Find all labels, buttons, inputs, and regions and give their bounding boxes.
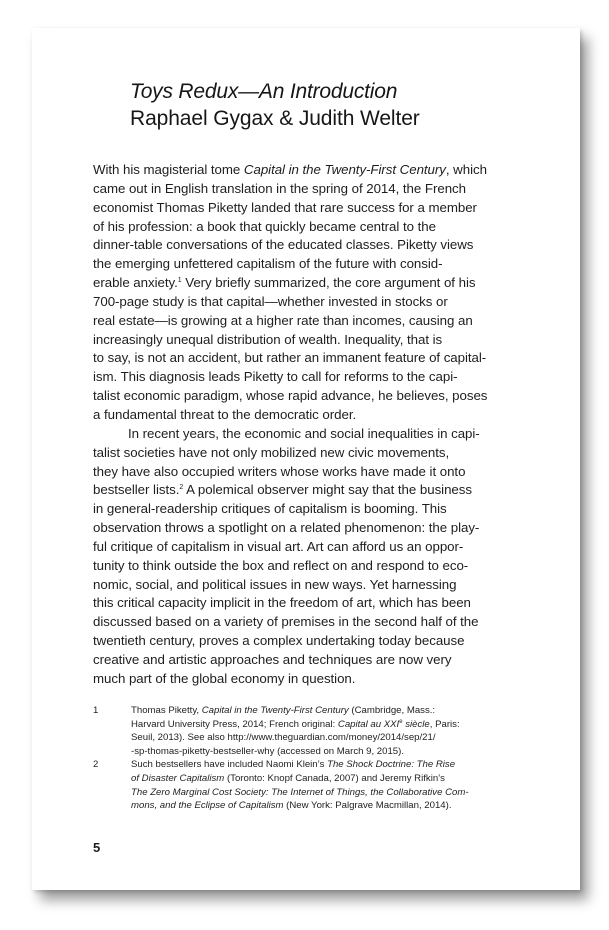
text-line: discussed based on a variety of premises in the second half of the [93,614,479,630]
page-number: 5 [93,840,101,855]
text-line: came out in English translation in the spring of 2014, the French [93,180,466,196]
text-line: of his profession: a book that quickly became central to the [93,218,436,234]
book-title: Capital in the Twenty-First Century [243,162,446,177]
footnote-text: Thomas Piketty, Capital in the Twenty-First Century (Cambridge, Mass.: Harvard University Press, 2014; French original: Capital au XXIe siècle, Paris: Seuil, 2013). See also http://www.theguardian.com/money/2014/sep/21/ -sp-thomas-piketty-bestseller-why (accessed on March 9, 2015). [131,704,533,758]
text-line: observation throws a spotlight on a related phenomenon: the play- [93,520,480,536]
text-line: much part of the global economy in question. [93,670,356,686]
body-text [93,161,533,689]
footnote-text: Such bestsellers have included Naomi Klein’s The Shock Doctrine: The Rise of Disaster Capitalism (Toronto: Knopf Canada, 2007) and Jeremy Rifkin’s The Zero Marginal Cost Society: The Internet of Things, the Collaborative Com- mons, and the Eclipse of Capitalism (New York: Palgrave Macmillan, 2014). [131,759,469,812]
footnote-2 [93,758,533,812]
text-line: this critical capacity implicit in the freedom of art, which has been [93,595,471,611]
footnote-ref-2[interactable]: 2 [179,484,184,492]
footnote-ref-1[interactable]: 1 [177,277,182,285]
chapter-title: Toys Redux—An Introduction [130,80,398,103]
text-line: ful critique of capitalism in visual art. Art can afford us an oppor- [93,538,464,554]
text-line: In recent years, the economic and social inequalities in capi- [128,425,480,441]
text-line: talist economic paradigm, whose rapid advance, he believes, poses [93,388,488,404]
text-line: they have also occupied writers whose works have made it onto [93,463,466,479]
text-line: nomic, social, and political issues in new ways. Yet harnessing [93,576,457,592]
text-line: With his magisterial tome Capital in the Twenty-First Century, which [93,162,487,177]
text-line: a fundamental threat to the democratic order. [93,406,357,422]
footnote-number: 2 [93,759,99,771]
text-line: talist societies have not only mobilized new civic movements, [93,444,450,460]
book-page [32,28,580,890]
footnote-number: 1 [93,705,99,716]
text-line: twentieth century, proves a complex undertaking today because [93,633,465,649]
text-line: 700-page study is that capital—whether invested in stocks or [93,293,448,309]
text-line: in general-readership critiques of capitalism is booming. This [93,501,447,517]
text-line: increasingly unequal distribution of wealth. Inequality, that is [93,331,443,347]
text-line: bestseller lists.$^2$ A polemical observer might say that the business [93,482,472,498]
footnotes [93,704,533,813]
text-line: creative and artistic approaches and techniques are now very [93,651,452,667]
text-line: economist Thomas Piketty landed that rare success for a member [93,199,477,215]
text-line: erable anxiety.$^1$ Very briefly summarized, the core argument of his [93,275,476,291]
chapter-authors: Raphael Gygax & Judith Welter [130,107,420,130]
text-line: tunity to think outside the box and reflect on and respond to eco- [93,557,469,573]
footnote-1 [93,704,533,758]
text-line: real estate—is growing at a higher rate than incomes, causing an [93,312,473,328]
chapter-heading [130,78,570,132]
guardian-link[interactable]: Seuil, 2013). See also http://www.theguardian.com/money/2014/sep/21/ [131,732,436,744]
text-line: dinner-table conversations of the educated classes. Piketty views [93,237,474,253]
text-line: to say, is not an accident, but rather an immanent feature of capital- [93,350,487,366]
text-line: the emerging unfettered capitalism of the future with consid- [93,256,443,272]
text-line: ism. This diagnosis leads Piketty to call for reforms to the capi- [93,369,458,385]
